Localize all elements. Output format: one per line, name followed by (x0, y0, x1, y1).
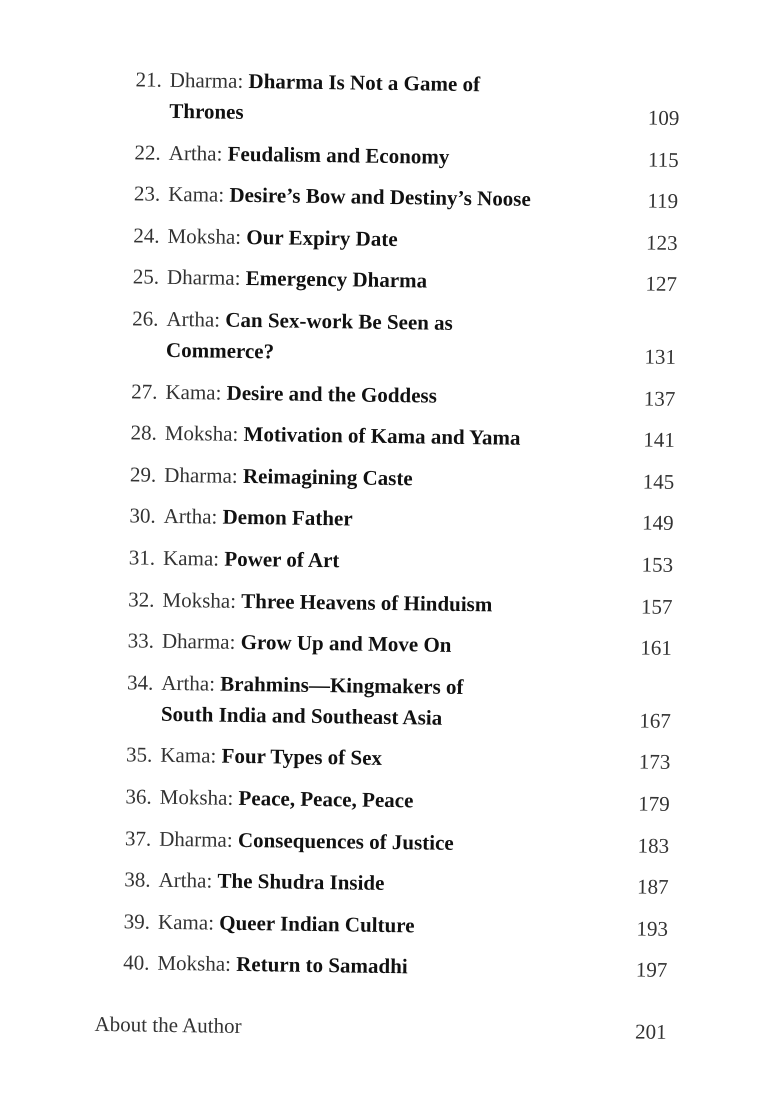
entry-title: Emergency Dharma (245, 266, 428, 293)
about-author-page: 201 (634, 1019, 667, 1045)
toc-entry[interactable] (96, 906, 668, 945)
entry-title: Consequences of Justice (237, 827, 454, 855)
entry-text (160, 782, 610, 819)
entry-category: Moksha: (159, 784, 234, 810)
toc-entry[interactable] (101, 542, 673, 581)
entry-text (162, 584, 612, 621)
entry-page: 127 (645, 271, 678, 297)
toc-entry[interactable] (96, 864, 668, 903)
entry-category: Moksha: (162, 587, 237, 613)
entry-text (167, 262, 617, 299)
entry-title: Grow Up and Move On (240, 630, 452, 657)
entry-page: 145 (642, 469, 675, 494)
entry-page: 149 (641, 510, 674, 536)
entry-category: Dharma: (166, 265, 241, 291)
entry-title: Reimagining Caste (242, 463, 413, 491)
entry-category: Kama: (157, 909, 215, 935)
entry-number: 26. (132, 306, 159, 331)
entry-page: 119 (647, 188, 679, 214)
toc-entry[interactable] (95, 947, 667, 986)
toc-entry[interactable] (103, 417, 675, 456)
table-of-contents (94, 64, 680, 1048)
entry-title: Queer Indian Culture (219, 910, 415, 938)
entry-text (161, 668, 512, 735)
entry-page: 109 (647, 105, 680, 130)
entry-text (159, 823, 609, 860)
entry-text (167, 221, 617, 258)
entry-number: 34. (126, 670, 154, 695)
entry-number: 29. (129, 462, 157, 487)
entry-number: 32. (128, 586, 155, 612)
toc-entry[interactable] (97, 822, 669, 861)
entry-title: Our Expiry Date (246, 224, 398, 251)
entry-page: 141 (643, 427, 675, 453)
entry-category: Artha: (161, 670, 216, 696)
entry-category: Artha: (166, 306, 221, 332)
entry-category: Moksha: (157, 951, 232, 977)
entry-page: 153 (641, 552, 674, 577)
toc-entry[interactable] (102, 459, 674, 498)
toc-entry[interactable] (106, 178, 678, 217)
entry-page: 187 (636, 874, 669, 899)
entry-page: 179 (638, 791, 670, 816)
toc-entry[interactable] (100, 625, 672, 664)
toc-entry[interactable] (100, 583, 672, 622)
entry-text (166, 304, 512, 371)
entry-title: Brahmins—Kingmakers of South India and Southeast Asia (160, 671, 464, 730)
entry-category: Moksha: (164, 420, 239, 447)
toc-entries (95, 64, 680, 986)
entry-number: 39. (123, 908, 151, 934)
entry-page: 193 (636, 916, 669, 941)
entry-number: 35. (125, 742, 153, 767)
entry-title: Can Sex-work Be Seen as Commerce? (165, 307, 454, 364)
entry-text (158, 906, 608, 943)
entry-category: Dharma: (164, 462, 238, 488)
entry-page: 123 (645, 230, 678, 255)
entry-category: Kama: (168, 182, 225, 207)
toc-entry[interactable] (101, 500, 673, 539)
entry-title: Dharma Is Not a Game of Thrones (169, 68, 481, 124)
entry-page: 167 (639, 708, 672, 733)
entry-text (164, 460, 614, 497)
entry-category: Moksha: (167, 223, 242, 249)
entry-text (163, 501, 613, 538)
entry-title: Desire and the Goddess (226, 380, 438, 408)
entry-text (157, 948, 607, 985)
entry-text (163, 543, 613, 580)
toc-entry[interactable] (107, 137, 679, 176)
entry-page: 183 (637, 832, 670, 858)
entry-page: 115 (647, 147, 679, 172)
toc-entry[interactable] (99, 667, 672, 737)
entry-page: 137 (643, 386, 676, 411)
entry-number: 30. (129, 503, 156, 529)
entry-title: Three Heavens of Hinduism (241, 588, 493, 616)
entry-text (168, 179, 618, 216)
entry-text (165, 418, 615, 455)
entry-number: 38. (124, 867, 151, 892)
entry-category: Artha: (158, 867, 213, 893)
entry-category: Kama: (162, 545, 220, 571)
entry-number: 21. (135, 67, 162, 92)
entry-text (165, 376, 615, 413)
entry-number: 36. (125, 784, 152, 809)
entry-number: 37. (124, 825, 152, 851)
entry-page: 161 (640, 635, 673, 661)
entry-title: Peace, Peace, Peace (238, 785, 414, 813)
entry-title: The Shudra Inside (217, 868, 385, 896)
entry-number: 22. (134, 139, 161, 165)
entry-number: 31. (128, 545, 156, 570)
toc-entry[interactable] (98, 781, 670, 820)
toc-entry[interactable] (104, 303, 677, 373)
entry-title: Motivation of Kama and Yama (243, 422, 521, 450)
entry-number: 24. (133, 223, 160, 248)
toc-entry[interactable] (103, 376, 675, 415)
about-author-label: About the Author (94, 1012, 242, 1039)
entry-number: 28. (130, 420, 158, 445)
entry-category: Dharma: (169, 67, 244, 93)
entry-number: 27. (131, 378, 158, 404)
entry-page: 197 (635, 957, 668, 983)
entry-category: Dharma: (159, 826, 233, 852)
entry-title: Four Types of Sex (221, 743, 383, 771)
entry-number: 23. (133, 181, 161, 206)
entry-title: Feudalism and Economy (227, 141, 450, 169)
entry-text (160, 740, 610, 777)
entry-category: Dharma: (161, 628, 236, 654)
entry-title: Return to Samadhi (236, 952, 408, 979)
entry-page: 173 (638, 749, 671, 775)
toc-entry[interactable] (107, 64, 680, 134)
entry-title: Demon Father (222, 504, 353, 531)
toc-entry-about-author[interactable] (94, 1009, 666, 1048)
entry-number: 33. (127, 628, 155, 653)
entry-number: 40. (123, 950, 150, 975)
toc-entry[interactable] (105, 261, 677, 300)
entry-number: 25. (132, 264, 160, 290)
entry-category: Artha: (163, 504, 218, 529)
entry-text (158, 865, 608, 902)
entry-category: Kama: (160, 743, 217, 768)
entry-category: Kama: (165, 379, 222, 405)
toc-entry[interactable] (105, 220, 677, 259)
entry-text (169, 65, 515, 132)
toc-entry[interactable] (98, 739, 670, 778)
entry-title: Power of Art (224, 546, 340, 573)
entry-page: 157 (640, 594, 673, 619)
entry-category: Artha: (168, 140, 223, 166)
entry-page: 131 (644, 344, 677, 369)
entry-text (169, 137, 619, 174)
entry-title: Desire’s Bow and Destiny’s Noose (229, 182, 531, 212)
entry-text (162, 626, 612, 663)
